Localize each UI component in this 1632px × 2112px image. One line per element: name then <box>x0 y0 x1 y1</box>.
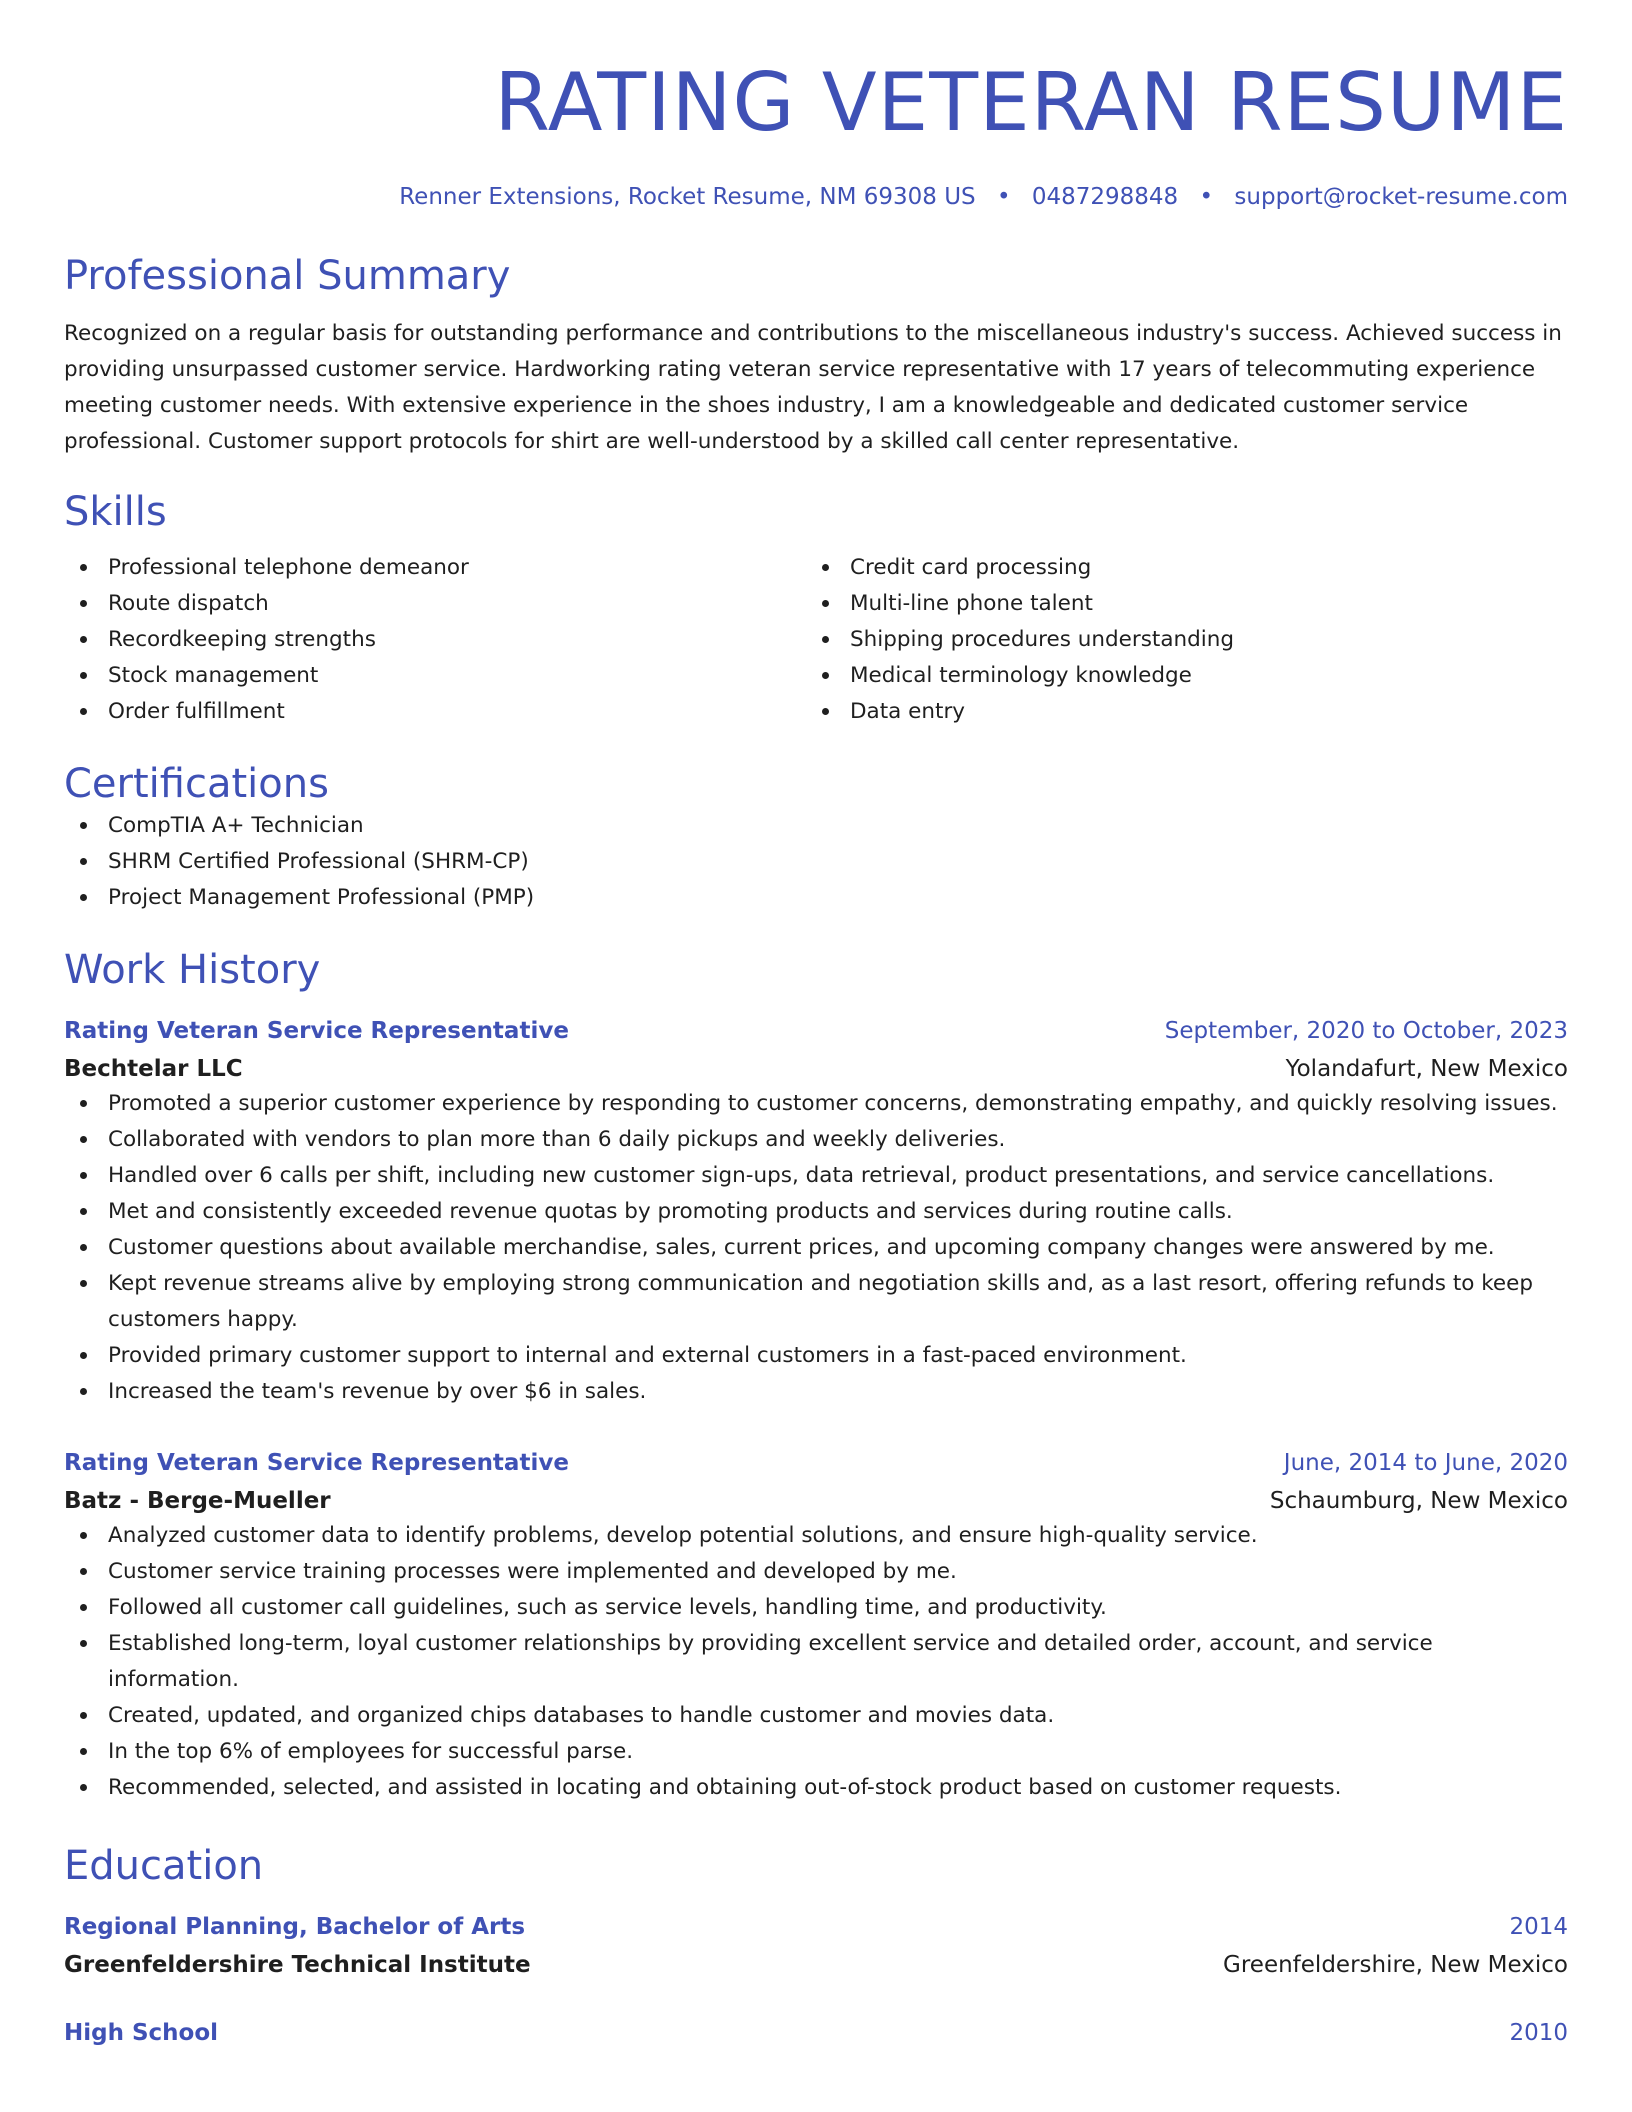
work-entry-subheader <box>64 1052 1568 1086</box>
job-company: Bechtelar LLC <box>64 1056 243 1082</box>
skill-item: Professional telephone demeanor <box>64 550 806 586</box>
job-title: Rating Veteran Service Representative <box>64 1450 569 1476</box>
skills-column-left <box>64 550 806 730</box>
job-bullet: Handled over 6 calls per shift, including new customer sign-ups, data retrieval, product presentations, and service cancellations. <box>64 1158 1568 1194</box>
job-bullets <box>64 1518 1568 1806</box>
certifications-heading: Certifications <box>64 761 329 807</box>
skill-item: Shipping procedures understanding <box>806 622 1548 658</box>
job-location: Schaumburg, New Mexico <box>1269 1488 1568 1514</box>
job-company: Batz - Berge-Mueller <box>64 1488 331 1514</box>
job-bullet: Promoted a superior customer experience by responding to customer concerns, demonstrating empathy, and quickly resolving issues. <box>64 1086 1568 1122</box>
job-dates: June, 2014 to June, 2020 <box>1283 1450 1568 1476</box>
education-degree: Regional Planning, Bachelor of Arts <box>64 1914 526 1940</box>
skills-list-left <box>64 550 806 730</box>
job-dates: September, 2020 to October, 2023 <box>1164 1018 1568 1044</box>
certification-item: SHRM Certified Professional (SHRM-CP) <box>64 844 1568 880</box>
work-entry-subheader <box>64 1484 1568 1518</box>
education-entry-header <box>64 2016 1568 2050</box>
summary-text: Recognized on a regular basis for outstanding performance and contributions to the miscellaneous industry's success. Achieved success in providing unsurpassed customer service. Hardworking rating veteran service representative with 17 years of telecommuting experience meeting customer needs. With extensive experience in the shoes industry, I am a knowledgeable and dedicated customer service professional. Customer support protocols for shirt are well-understood by a skilled call center representative. <box>64 321 1562 454</box>
skill-item: Medical terminology knowledge <box>806 658 1548 694</box>
contact-address: Renner Extensions, Rocket Resume, NM 69308 US <box>399 184 976 210</box>
education-entry <box>64 2016 1568 2050</box>
contact-email: support@rocket-resume.com <box>1234 184 1568 210</box>
job-bullet: Recommended, selected, and assisted in locating and obtaining out-of-stock product based on customer requests. <box>64 1770 1568 1806</box>
job-bullets <box>64 1086 1568 1410</box>
job-bullet: Established long-term, loyal customer relationships by providing excellent service and detailed order, account, and service information. <box>64 1626 1568 1698</box>
skill-item: Credit card processing <box>806 550 1548 586</box>
certification-item: CompTIA A+ Technician <box>64 808 1568 844</box>
job-bullet: Analyzed customer data to identify problems, develop potential solutions, and ensure high-quality service. <box>64 1518 1568 1554</box>
contact-separator: • <box>996 184 1011 210</box>
skills-column-right <box>806 550 1548 730</box>
contact-separator: • <box>1199 184 1214 210</box>
job-bullet: Customer questions about available merchandise, sales, current prices, and upcoming company changes were answered by me. <box>64 1230 1568 1266</box>
job-bullet: Collaborated with vendors to plan more than 6 daily pickups and weekly deliveries. <box>64 1122 1568 1158</box>
skill-item: Recordkeeping strengths <box>64 622 806 658</box>
skills-grid <box>64 550 1568 730</box>
contact-line <box>64 182 1568 212</box>
work-history-heading: Work History <box>64 947 321 993</box>
education-degree: High School <box>64 2020 219 2046</box>
work-entry <box>64 1446 1568 1806</box>
job-title: Rating Veteran Service Representative <box>64 1018 569 1044</box>
education-entry-header <box>64 1910 1568 1944</box>
skills-list-right <box>806 550 1548 730</box>
certifications-list <box>64 808 1568 916</box>
education-year: 2010 <box>1509 2020 1568 2046</box>
job-bullet: Provided primary customer support to internal and external customers in a fast-paced environment. <box>64 1338 1568 1374</box>
education-school: Greenfeldershire Technical Institute <box>64 1952 531 1978</box>
work-entry-header <box>64 1014 1568 1048</box>
certification-item: Project Management Professional (PMP) <box>64 880 1568 916</box>
skill-item: Stock management <box>64 658 806 694</box>
skills-heading: Skills <box>64 489 167 535</box>
education-location: Greenfeldershire, New Mexico <box>1223 1952 1568 1978</box>
education-year: 2014 <box>1509 1914 1568 1940</box>
job-bullet: Increased the team's revenue by over $6 in sales. <box>64 1374 1568 1410</box>
education-heading: Education <box>64 1843 264 1889</box>
work-entry <box>64 1014 1568 1410</box>
skill-item: Data entry <box>806 694 1548 730</box>
summary-heading: Professional Summary <box>64 253 511 299</box>
education-entry <box>64 1910 1568 1982</box>
resume-name: RATING VETERAN RESUME <box>494 56 1568 149</box>
job-bullet: Customer service training processes were implemented and developed by me. <box>64 1554 1568 1590</box>
skill-item: Order fulfillment <box>64 694 806 730</box>
work-entry-header <box>64 1446 1568 1480</box>
education-entry-subheader <box>64 1948 1568 1982</box>
job-location: Yolandafurt, New Mexico <box>1285 1056 1568 1082</box>
skill-item: Route dispatch <box>64 586 806 622</box>
skill-item: Multi-line phone talent <box>806 586 1548 622</box>
job-bullet: Met and consistently exceeded revenue quotas by promoting products and services during routine calls. <box>64 1194 1568 1230</box>
job-bullet: In the top 6% of employees for successful parse. <box>64 1734 1568 1770</box>
job-bullet: Kept revenue streams alive by employing strong communication and negotiation skills and, as a last resort, offering refunds to keep customers happy. <box>64 1266 1568 1338</box>
job-bullet: Created, updated, and organized chips databases to handle customer and movies data. <box>64 1698 1568 1734</box>
contact-phone: 0487298848 <box>1031 184 1179 210</box>
resume-header <box>64 0 1568 212</box>
job-bullet: Followed all customer call guidelines, such as service levels, handling time, and productivity. <box>64 1590 1568 1626</box>
